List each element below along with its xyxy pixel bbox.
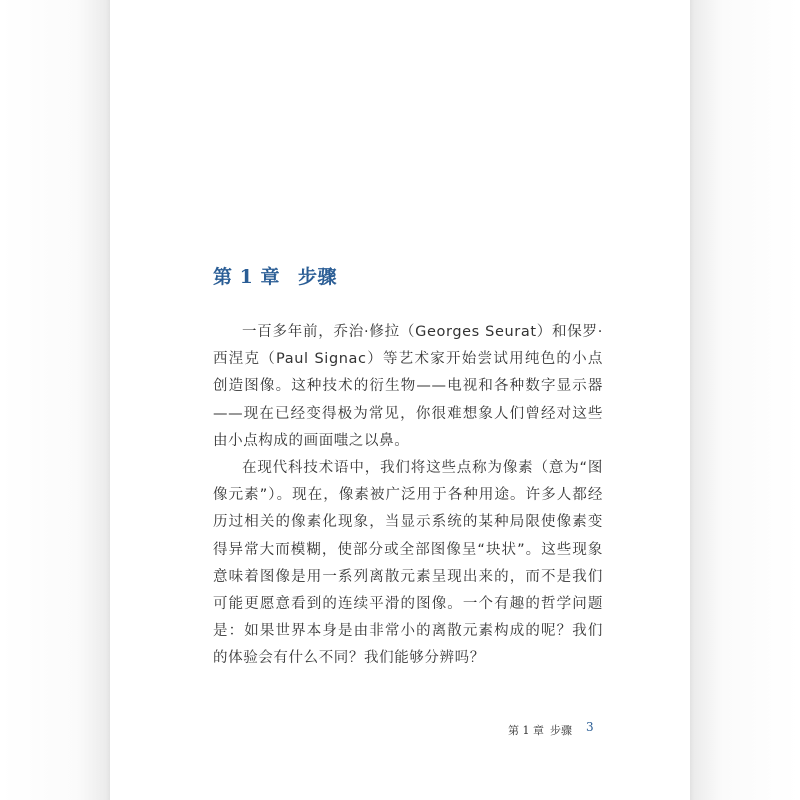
chapter-title: 步骤 [297, 266, 337, 288]
page-shadow-right [690, 0, 800, 800]
running-footer [508, 722, 572, 738]
book-page [110, 0, 690, 800]
footer-chapter-label: 第 1 章 [508, 724, 544, 737]
footer-chapter-title: 步骤 [550, 724, 572, 737]
chapter-number: 第 1 章 [213, 266, 280, 288]
body-text [213, 319, 603, 673]
paragraph-2: 在现代科技术语中，我们将这些点称为像素（意为“图像元素”）。现在，像素被广泛用于各种用途。许多人都经历过相关的像素化现象，当显示系统的某种局限使像素变得异常大而模糊，使部分或全部图像呈“块状”。这些现象意味着图像是用一系列离散元素呈现出来的，而不是我们可能更愿意看到的连续平滑的图像。一个有趣的哲学问题是：如果世界本身是由非常小的离散元素构成的呢？我们的体验会有什么不同？我们能够分辨吗？ [213, 460, 603, 667]
page-shadow-left [0, 0, 110, 800]
paragraph-1: 一百多年前，乔治·修拉（Georges Seurat）和保罗·西涅克（Paul Signac）等艺术家开始尝试用纯色的小点创造图像。这种技术的衍生物——电视和各种数字显示器——现在已经变得极为常见，你很难想象人们曾经对这些由小点构成的画面嗤之以鼻。 [213, 324, 603, 449]
chapter-heading [213, 262, 337, 289]
page-number: 3 [586, 720, 594, 734]
